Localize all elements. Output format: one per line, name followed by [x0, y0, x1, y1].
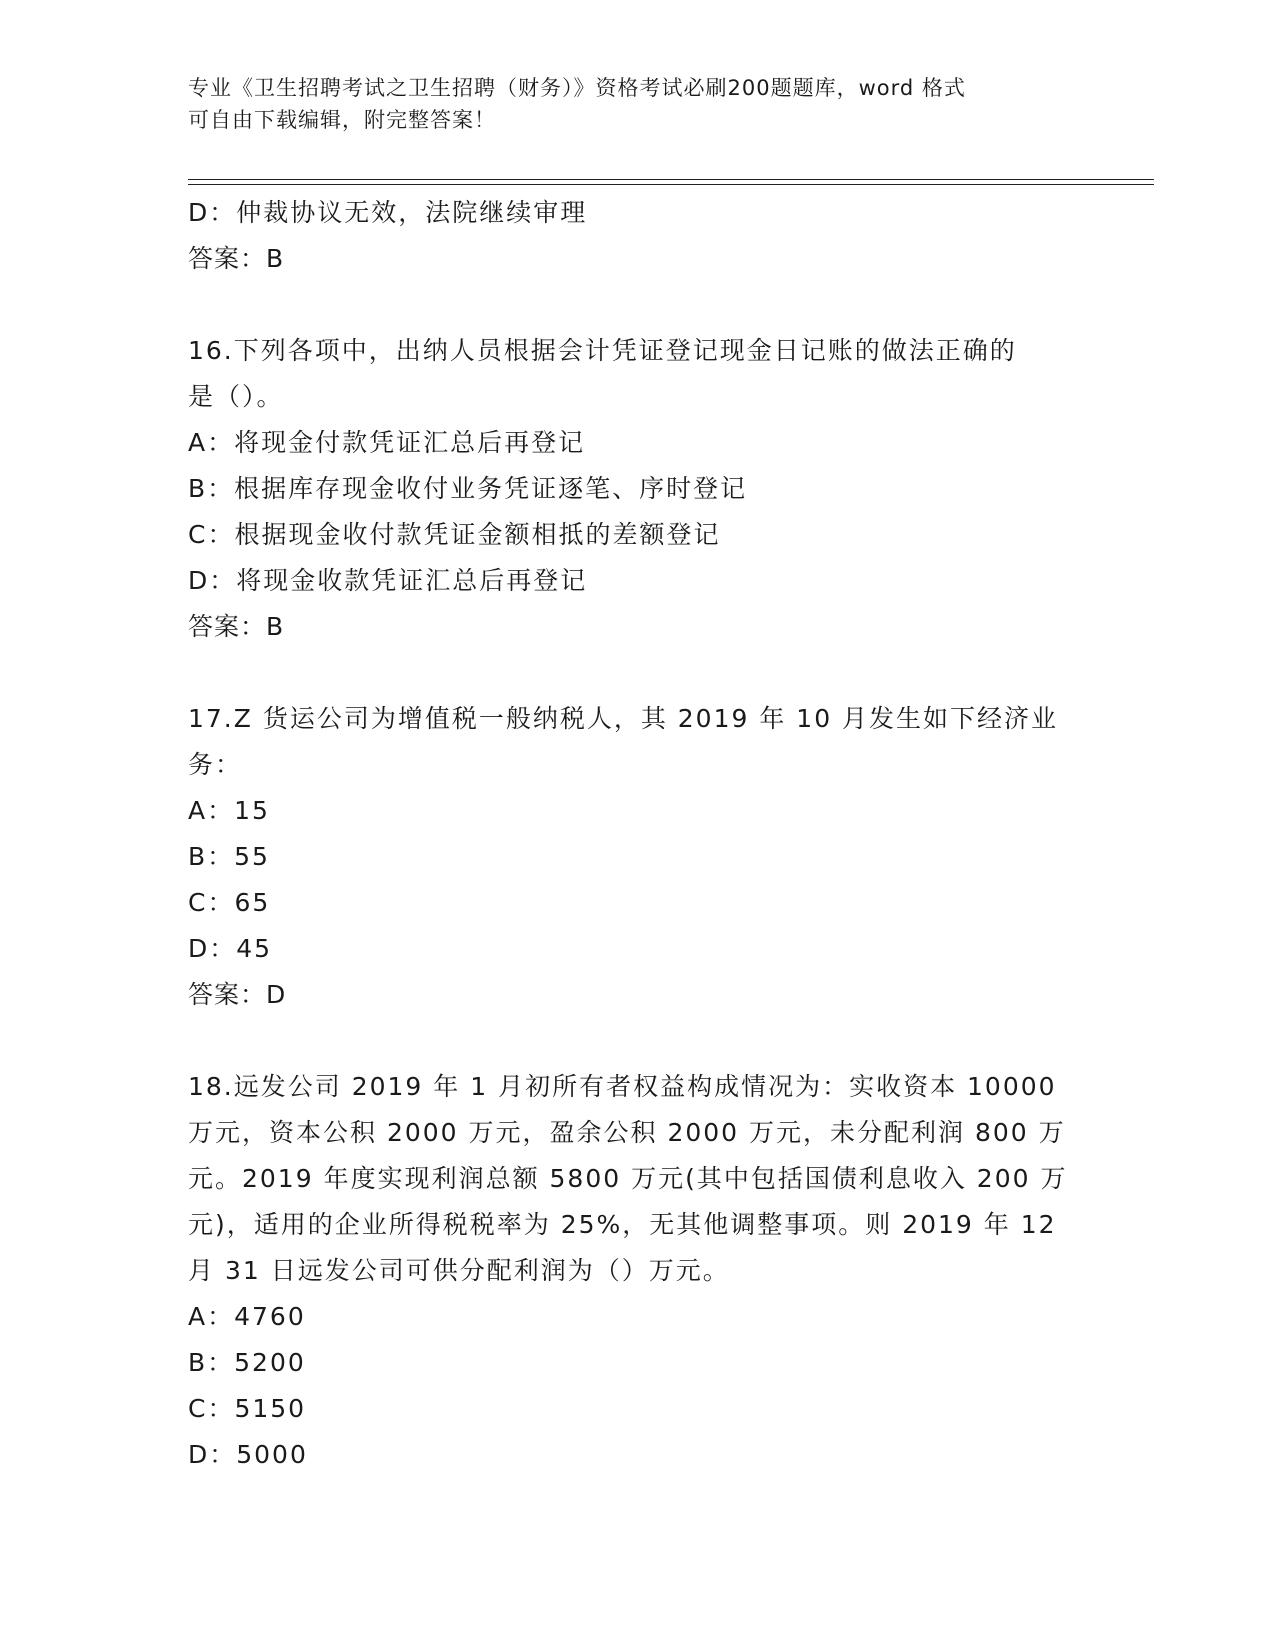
text-line: 元)，适用的企业所得税税率为 25%，无其他调整事项。则 2019 年 12: [188, 1210, 1057, 1239]
text-line: D：45: [188, 934, 273, 963]
question-body: [188, 190, 1088, 1478]
text-line: 务：: [188, 750, 243, 779]
text-line: D：5000: [188, 1440, 308, 1469]
answer-line: 答案：D: [188, 980, 287, 1009]
text-line: 16.下列各项中，出纳人员根据会计凭证登记现金日记账的做法正确的: [188, 336, 1017, 365]
text-line: A：4760: [188, 1302, 306, 1331]
text-line: D：仲裁协议无效，法院继续审理: [188, 198, 588, 227]
text-line: 是（）。: [188, 382, 284, 411]
text-line: B：5200: [188, 1348, 306, 1377]
text-line: 万元，资本公积 2000 万元，盈余公积 2000 万元，未分配利润 800 万: [188, 1118, 1066, 1147]
answer-line: 答案：B: [188, 612, 285, 641]
text-line: B：根据库存现金收付业务凭证逐笔、序时登记: [188, 474, 748, 503]
text-line: B：55: [188, 842, 270, 871]
header-rule-top: [188, 179, 1154, 180]
paragraph-gap: [188, 650, 1088, 696]
header-line-1: 专业《卫生招聘考试之卫生招聘（财务）》资格考试必刷200题题库，word 格式: [188, 76, 966, 100]
text-line: C：5150: [188, 1394, 307, 1423]
text-line: C：65: [188, 888, 271, 917]
text-line: C：根据现金收付款凭证金额相抵的差额登记: [188, 520, 721, 549]
answer-line: 答案：B: [188, 244, 285, 273]
text-line: 17.Z 货运公司为增值税一般纳税人，其 2019 年 10 月发生如下经济业: [188, 704, 1059, 733]
header-line-2: 可自由下载编辑，附完整答案！: [188, 108, 496, 132]
text-line: A：将现金付款凭证汇总后再登记: [188, 428, 586, 457]
text-line: A：15: [188, 796, 270, 825]
paragraph-gap: [188, 1018, 1088, 1064]
text-line: 18.远发公司 2019 年 1 月初所有者权益构成情况为：实收资本 10000: [188, 1072, 1057, 1101]
text-line: D：将现金收款凭证汇总后再登记: [188, 566, 588, 595]
text-line: 月 31 日远发公司可供分配利润为（）万元。: [188, 1256, 730, 1285]
text-line: 元。2019 年度实现利润总额 5800 万元(其中包括国债利息收入 200 万: [188, 1164, 1068, 1193]
header-rule-bottom: [188, 184, 1154, 185]
document-header: [188, 72, 1068, 136]
paragraph-gap: [188, 282, 1088, 328]
